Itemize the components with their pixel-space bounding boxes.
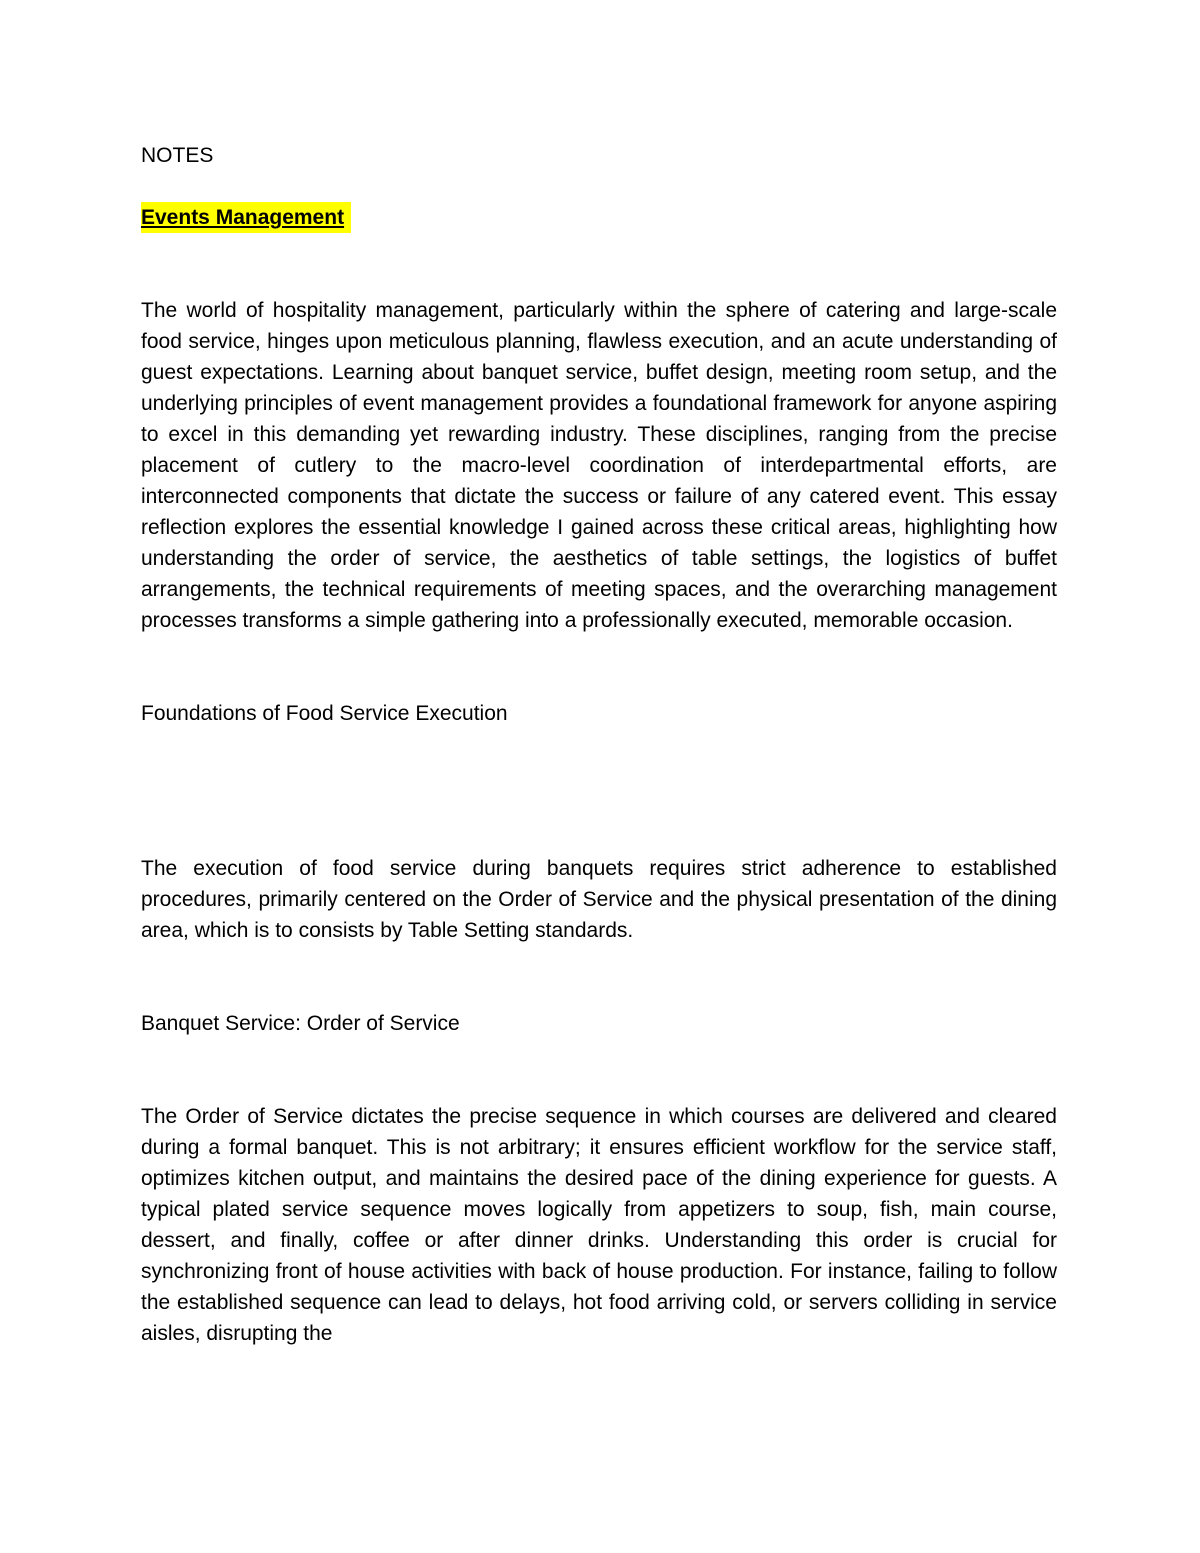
title-wrapper [141,202,1057,233]
section-heading-order-of-service: Banquet Service: Order of Service [141,1012,460,1035]
order-of-service-paragraph: The Order of Service dictates the precise sequence in which courses are delivered and cleared during a formal banquet. This is not arbitrary; it ensures efficient workflow for the service staff, optimizes kitchen output, and maintains the desired pace of the dining experience for guests. A typical plated service sequence moves logically from appetizers to soup, fish, main course, dessert, and finally, coffee or after dinner drinks. Understanding this order is crucial for synchronizing front of house activities with back of house production. For instance, failing to follow the established sequence can lead to delays, hot food arriving cold, or servers colliding in service aisles, disrupting the [141,1105,1057,1345]
section-heading-foundations: Foundations of Food Service Execution [141,702,508,725]
foundations-paragraph: The execution of food service during banquets requires strict adherence to established procedures, primarily centered on the Order of Service and the physical presentation of the dining area, which is to consists by Table Setting standards. [141,857,1057,942]
document-title: Events Management [141,202,351,233]
notes-label: NOTES [141,144,214,167]
intro-paragraph: The world of hospitality management, particularly within the sphere of catering and large-scale food service, hinges upon meticulous planning, flawless execution, and an acute understanding of guest expectations. Learning about banquet service, buffet design, meeting room setup, and the underlying principles of event management provides a foundational framework for anyone aspiring to excel in this demanding yet rewarding industry. These disciplines, ranging from the precise placement of cutlery to the macro-level coordination of interdepartmental efforts, are interconnected components that dictate the success or failure of any catered event. This essay reflection explores the essential knowledge I gained across these critical areas, highlighting how understanding the order of service, the aesthetics of table settings, the logistics of buffet arrangements, the technical requirements of meeting spaces, and the overarching management processes transforms a simple gathering into a professionally executed, memorable occasion. [141,299,1057,632]
document-body [141,140,1057,1349]
